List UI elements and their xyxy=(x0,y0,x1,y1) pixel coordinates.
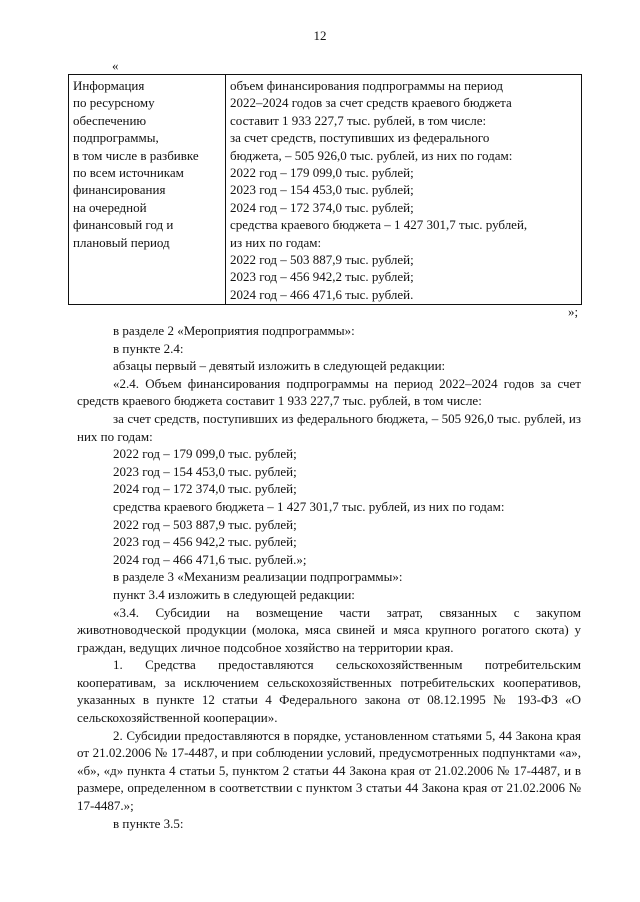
paragraph: средства краевого бюджета – 1 427 301,7 тыс. рублей, из них по годам: xyxy=(113,498,505,514)
label-line: в том числе в разбивке xyxy=(73,147,199,163)
page-number: 12 xyxy=(313,28,327,43)
label-line: финансирования xyxy=(73,182,166,198)
value-line: 2022 год – 179 099,0 тыс. рублей; xyxy=(230,165,414,181)
value-line: средства краевого бюджета – 1 427 301,7 тыс. рублей, xyxy=(230,217,528,233)
label-line: обеспечению xyxy=(73,112,147,128)
label-line: плановый период xyxy=(73,234,170,250)
paragraph: в пункте 3.5: xyxy=(113,815,184,831)
value-line: бюджета, – 505 926,0 тыс. рублей, из них по годам: xyxy=(230,147,513,163)
open-quote: « xyxy=(112,58,119,73)
paragraph: в пункте 2.4: xyxy=(113,340,184,356)
value-line: 2024 год – 466 471,6 тыс. рублей. xyxy=(230,286,414,302)
paragraph: 2. Субсидии предоставляются в порядке, установленном статьями 5, 44 Закона края от 21.02.2006 № 17-4487, и при соблюдении условий, предусмотренных подпунктами «а», «б», «д» пункта 4 статьи 5, пунктом 2 статьи 44 Закона края от 21.02.2006 № 17-4487, и в размере, определенном в соответствии с пунктом 3 статьи 44 Закона края от 21.02.2006 № 17-4487.»; xyxy=(77,727,581,814)
value-line: 2022 год – 503 887,9 тыс. рублей; xyxy=(230,252,414,268)
value-line: 2023 год – 456 942,2 тыс. рублей; xyxy=(230,269,414,285)
paragraph: абзацы первый – девятый изложить в следующей редакции: xyxy=(113,358,446,374)
label-line: Информация xyxy=(73,78,145,93)
table-cell-label xyxy=(69,75,226,305)
label-line: на очередной xyxy=(73,199,147,215)
value-line: за счет средств, поступивших из федерального xyxy=(230,130,490,146)
paragraph: 2023 год – 456 942,2 тыс. рублей; xyxy=(113,534,297,550)
paragraph: «2.4. Объем финансирования подпрограммы на период 2022–2024 годов за счет средств краевого бюджета составит 1 933 227,7 тыс. рублей, в том числе: xyxy=(77,375,581,409)
paragraph: 2022 год – 503 887,9 тыс. рублей; xyxy=(113,516,297,532)
value-line: 2023 год – 154 453,0 тыс. рублей; xyxy=(230,182,414,198)
paragraph: в разделе 2 «Мероприятия подпрограммы»: xyxy=(113,323,355,338)
paragraph: 1. Средства предоставляются сельскохозяйственным потребительским кооперативам, за исключением сельскохозяйственных потребительских кооперативов, указанных в пункте 12 статьи 4 Федерального закона от 08.12.1995 № 193-ФЗ «О сельскохозяйственной кооперации». xyxy=(77,657,581,726)
value-line: из них по годам: xyxy=(230,234,322,250)
document-body xyxy=(77,322,581,832)
resource-info-table xyxy=(68,74,582,305)
paragraph: пункт 3.4 изложить в следующей редакции: xyxy=(113,586,355,602)
value-line: объем финансирования подпрограммы на период xyxy=(230,78,504,93)
table-cell-value xyxy=(226,75,582,305)
paragraph: в разделе 3 «Механизм реализации подпрограммы»: xyxy=(113,569,403,585)
value-line: 2024 год – 172 374,0 тыс. рублей; xyxy=(230,199,414,215)
paragraph: 2023 год – 154 453,0 тыс. рублей; xyxy=(113,463,297,479)
paragraph: 2024 год – 466 471,6 тыс. рублей.»; xyxy=(113,551,307,567)
paragraph: 2022 год – 179 099,0 тыс. рублей; xyxy=(113,446,297,462)
paragraph: за счет средств, поступивших из федерального бюджета, – 505 926,0 тыс. рублей, из них по годам: xyxy=(77,410,581,444)
label-line: по всем источникам xyxy=(73,165,184,181)
label-line: подпрограммы, xyxy=(73,130,159,146)
paragraph: 2024 год – 172 374,0 тыс. рублей; xyxy=(113,481,297,497)
label-line: финансовый год и xyxy=(73,217,174,233)
table-row xyxy=(69,75,582,305)
paragraph: «3.4. Субсидии на возмещение части затрат, связанных с закупом животноводческой продукции (молока, мяса свиней и мяса крупного рогатого скота) у граждан, ведущих личное подсобное хозяйство на территории края. xyxy=(77,604,581,655)
value-line: составит 1 933 227,7 тыс. рублей, в том числе: xyxy=(230,112,487,128)
label-line: по ресурсному xyxy=(73,95,155,111)
value-line: 2022–2024 годов за счет средств краевого бюджета xyxy=(230,95,512,111)
close-quote: »; xyxy=(568,304,579,319)
